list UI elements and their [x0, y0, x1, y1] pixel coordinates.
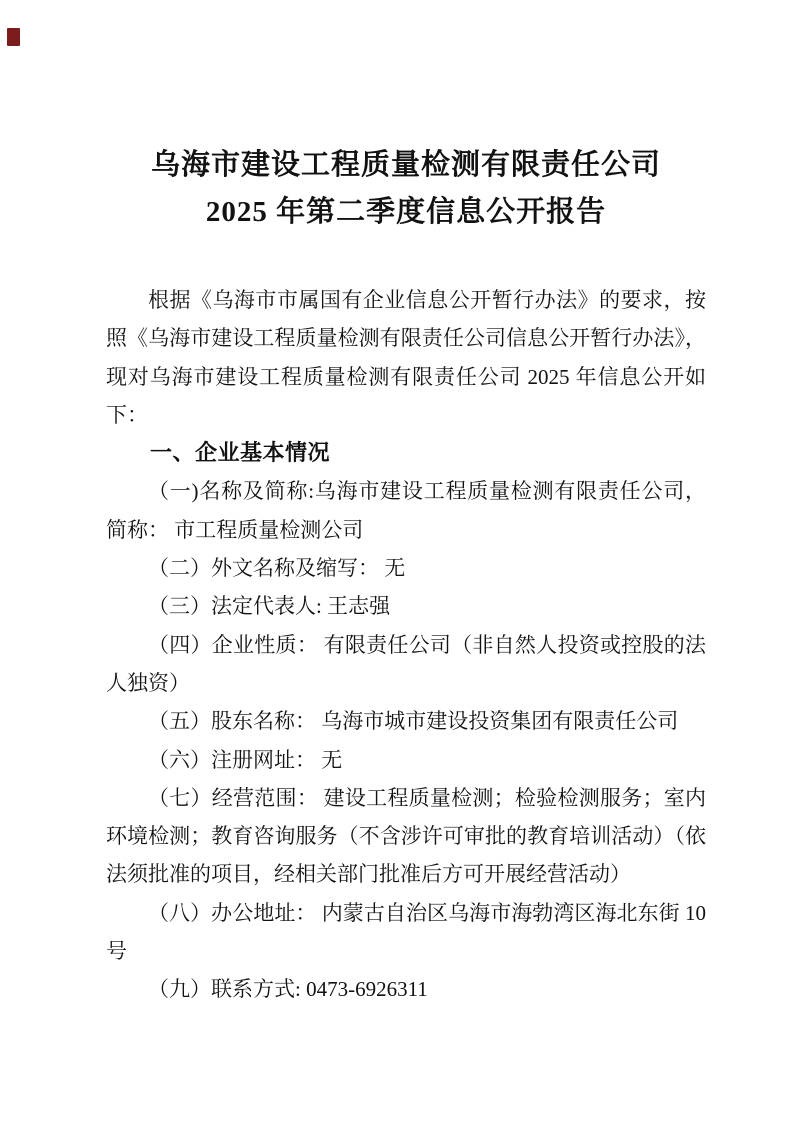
item-contact-info: （九）联系方式: 0473-6926311	[148, 977, 428, 1002]
item-registered-website: （六）注册网址： 无	[148, 747, 343, 772]
title-line-1: 乌海市建设工程质量检测有限责任公司	[150, 149, 661, 181]
red-corner-mark	[7, 28, 20, 46]
item-enterprise-nature: （四）企业性质： 有限责任公司（非自然人投资或控股的法人独资）	[106, 632, 706, 695]
item-legal-representative: （三）法定代表人: 王志强	[148, 594, 391, 619]
document-title	[106, 142, 706, 236]
document-body	[106, 281, 706, 1009]
item-name-abbreviation: （一)名称及简称:乌海市建设工程质量检测有限责任公司，简称： 市工程质量检测公司	[106, 479, 706, 542]
item-office-address: （八）办公地址： 内蒙古自治区乌海市海勃湾区海北东街 10 号	[106, 900, 706, 964]
title-line-2: 2025 年第二季度信息公开报告	[205, 196, 607, 228]
section-heading-basic-info: 一、企业基本情况	[150, 440, 331, 466]
item-foreign-name: （二）外文名称及缩写： 无	[148, 556, 406, 581]
intro-paragraph: 根据《乌海市市属国有企业信息公开暂行办法》的要求，按照《乌海市建设工程质量检测有限责任公司信息公开暂行办法》，现对乌海市建设工程质量检测有限责任公司 2025 年信息公开如下：	[106, 288, 706, 427]
item-business-scope: （七）经营范围： 建设工程质量检测；检验检测服务；室内环境检测；教育咨询服务（不含涉许可审批的教育培训活动）（依法须批准的项目，经相关部门批准后方可开展经营活动）	[106, 785, 706, 887]
item-shareholder-name: （五）股东名称： 乌海市城市建设投资集团有限责任公司	[148, 709, 679, 734]
